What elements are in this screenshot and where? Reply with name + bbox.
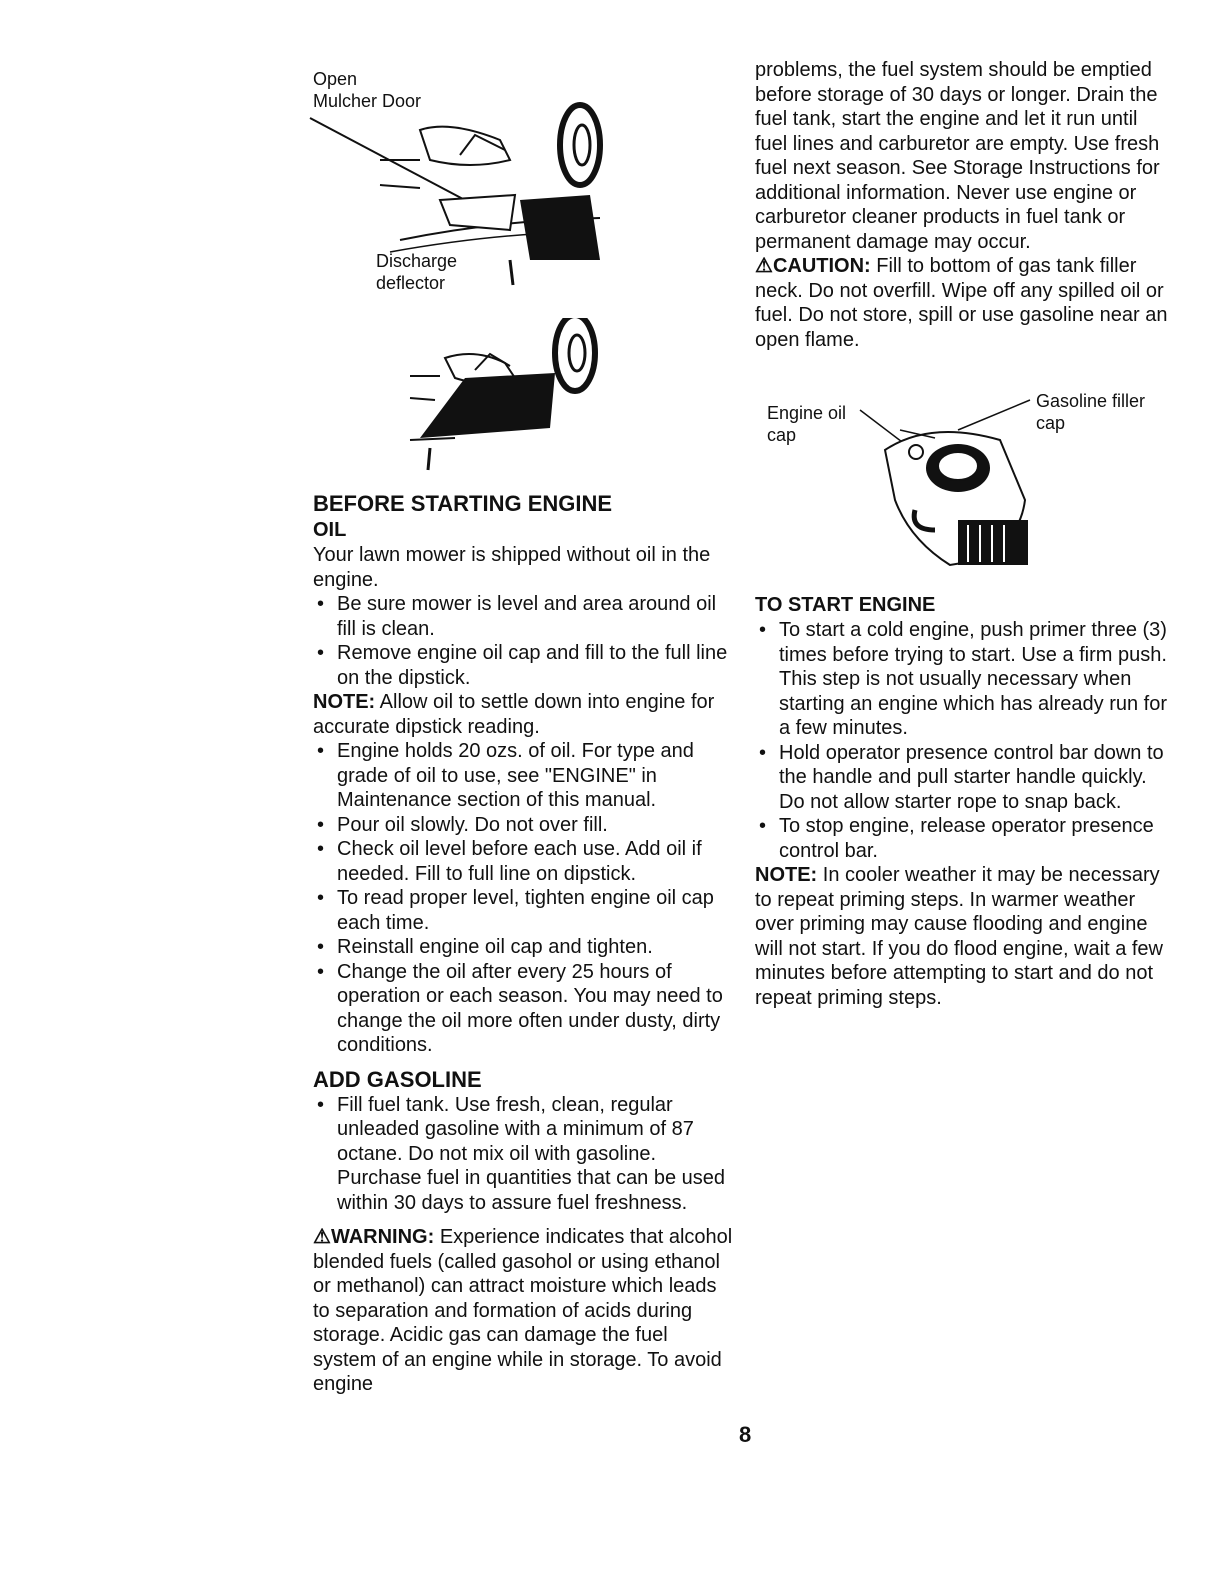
- figure-label-engine-oil-cap: Engine oil cap: [767, 403, 847, 445]
- note-label: NOTE:: [313, 691, 376, 713]
- heading-to-start-engine: TO START ENGINE: [755, 594, 936, 616]
- heading-oil: OIL: [313, 519, 347, 541]
- list-item: • To stop engine, release operator presence control bar.: [755, 814, 1175, 863]
- heading-before-starting-engine: BEFORE STARTING ENGINE: [313, 491, 613, 516]
- list-item: • Hold operator presence control bar down to the handle and pull starter handle quickly. Do not allow starter rope to snap back.: [755, 741, 1175, 815]
- mulcher-closed-illustration: [395, 318, 615, 478]
- heading-add-gasoline: ADD GASOLINE: [313, 1066, 482, 1092]
- warning-icon: ⚠: [313, 1226, 331, 1248]
- oil-bullets-1: [313, 592, 733, 690]
- list-item: • Pour oil slowly. Do not over fill.: [313, 813, 733, 838]
- list-item: • Change the oil after every 25 hours of operation or each season. You may need to change the oil more often under dusty, dirty conditions.: [313, 960, 733, 1058]
- note-text: Allow oil to settle down into engine for accurate dipstick reading.: [313, 691, 715, 738]
- start-bullets: [755, 618, 1175, 863]
- right-column-bottom: [755, 592, 1175, 1010]
- caution-paragraph: [755, 254, 1170, 352]
- list-item: • Remove engine oil cap and fill to the full line on the dipstick.: [313, 641, 733, 690]
- note2-label: NOTE:: [755, 864, 818, 886]
- figure-label-gasoline-filler-cap: Gasoline filler cap: [1036, 391, 1146, 433]
- page-number: 8: [739, 1422, 752, 1447]
- gas-bullets: [313, 1093, 733, 1216]
- list-item: • To start a cold engine, push primer three (3) times before trying to start. Use a firm push. This step is not usually necessary when starting an engine which has already run for a few minutes.: [755, 618, 1175, 741]
- fuel-continued-text: problems, the fuel system should be emptied before storage of 30 days or longer. Drain the fuel tank, start the engine and let it run until fuel lines and carburetor are empty. Use fresh fuel next season. See Storage Instructions for additional information. Never use engine or carburetor cleaner products in fuel tank or permanent damage may occur.: [755, 59, 1160, 253]
- note-priming: [755, 863, 1175, 1010]
- list-item: • Be sure mower is level and area around oil fill is clean.: [313, 592, 733, 641]
- list-item: • Engine holds 20 ozs. of oil. For type and grade of oil to use, see "ENGINE" in Maintenance section of this manual.: [313, 739, 733, 813]
- figure-label-open-mulcher-door: Open Mulcher Door: [313, 69, 422, 111]
- list-item: • Check oil level before each use. Add oil if needed. Fill to full line on dipstick.: [313, 837, 733, 886]
- right-column-top: [755, 58, 1170, 352]
- note2-text: In cooler weather it may be necessary to repeat priming steps. In warmer weather over priming may cause flooding and engine will not start. If you do flood engine, wait a few minutes before attempting to start and do not repeat priming steps.: [755, 864, 1163, 1009]
- oil-intro: Your lawn mower is shipped without oil in the engine.: [313, 544, 711, 591]
- mulcher-open-illustration: [300, 100, 620, 300]
- caution-icon: ⚠: [755, 255, 773, 277]
- figure-label-discharge-deflector: Discharge deflector: [376, 251, 458, 293]
- warning-label: WARNING:: [330, 1226, 435, 1248]
- caution-label: CAUTION:: [772, 255, 871, 277]
- caution-text: Fill to bottom of gas tank filler neck. Do not overfill. Wipe off any spilled oil or fuel. Do not store, spill or use gasoline near an open flame.: [755, 255, 1168, 351]
- note-oil: [313, 690, 733, 739]
- list-item: • To read proper level, tighten engine oil cap each time.: [313, 886, 733, 935]
- left-column: [313, 490, 733, 1397]
- list-item: • Reinstall engine oil cap and tighten.: [313, 935, 733, 960]
- oil-bullets-2: [313, 739, 733, 1058]
- warning-text: Experience indicates that alcohol blended fuels (called gasohol or using ethanol or methanol) can attract moisture which leads to separation and formation of acids during storage. Acidic gas can damage the fuel system of an engine while in storage. To avoid engine: [313, 1226, 733, 1395]
- warning-paragraph: [313, 1225, 733, 1397]
- list-item: • Fill fuel tank. Use fresh, clean, regular unleaded gasoline with a minimum of 87 octane. Do not mix oil with gasoline. Purchase fuel in quantities that can be used within 30 days to assure fuel freshness.: [313, 1093, 733, 1216]
- engine-illustration: [840, 390, 1040, 570]
